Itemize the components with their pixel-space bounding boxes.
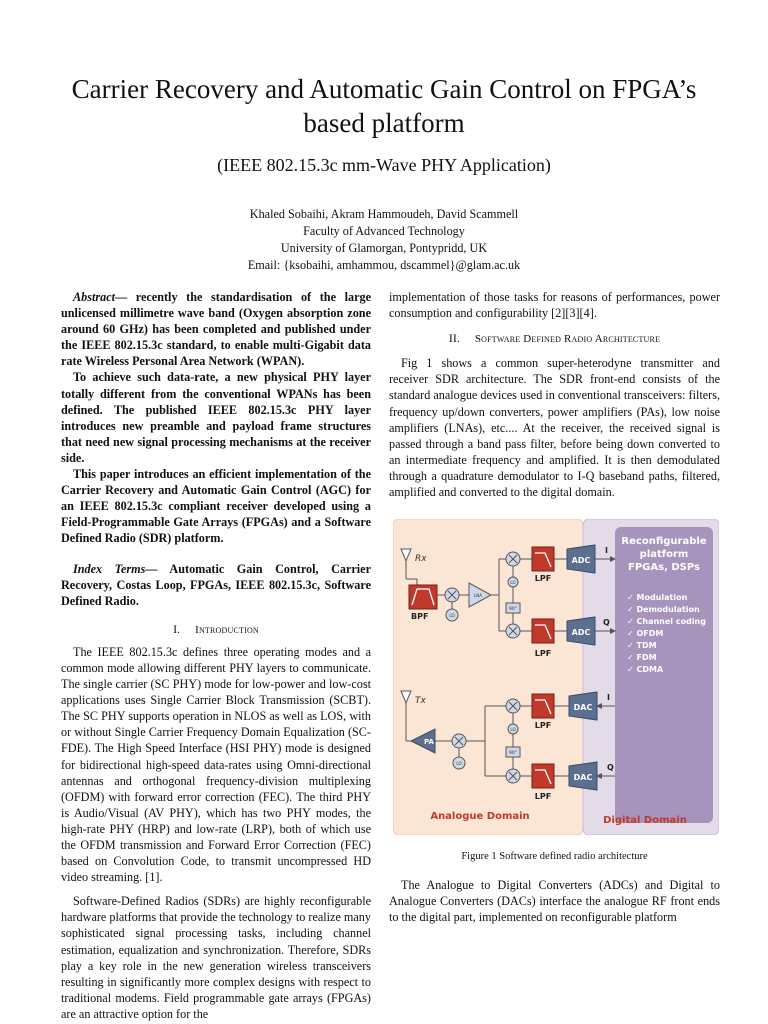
- paper-subtitle: (IEEE 802.15.3c mm-Wave PHY Application): [217, 155, 551, 175]
- author-university: University of Glamorgan, Pontypridd, UK: [280, 241, 488, 255]
- tx-i-dac-label: DAC: [573, 703, 593, 712]
- left-column: [61, 289, 371, 1022]
- section1-heading: [61, 621, 371, 638]
- section2-heading: [389, 330, 720, 347]
- pa-label: PA: [424, 738, 434, 746]
- abstract-text-1: recently the standardisation of the large unlicensed millimetre wave band (Oxygen absorption zone around 60 GHz) has been completed and published under the IEEE 802.15.3c standard, to enable multi-Gigabit data rate Wireless Personal Area Network (WPAN).: [61, 290, 371, 369]
- abstract-text-3: This paper introduces an efficient implementation of the Carrier Recovery and Automatic Gain Control (AGC) for an IEEE 802.15.3c compliant receiver developed using a Field-Programmable Gate Arrays (FPGAs) and a Software Defined Radio (SDR) platform.: [61, 467, 371, 546]
- rx-quad-lo-label: LO: [510, 580, 516, 585]
- right-column-top: [389, 289, 720, 500]
- tx-i-lpf-block: [532, 694, 554, 718]
- section2-number: II.: [448, 331, 460, 346]
- rx-i-lpf-label: LPF: [534, 574, 552, 583]
- rx-q-lpf-block: [532, 619, 554, 643]
- platform-title-2: platform: [639, 549, 689, 560]
- bpf-label: BPF: [411, 612, 429, 621]
- rx-lo-label: LO: [449, 613, 455, 618]
- figure-caption: Figure 1 Software defined radio architecture: [461, 851, 648, 862]
- right-continued-text: implementation of those tasks for reasons of performances, power consumption and configurability [2][3][4].: [389, 290, 720, 321]
- right-bottom-paragraph: The Analogue to Digital Converters (ADCs) and Digital to Analogue Converters (DACs) interface the analogue RF front ends to the digital part, implemented on reconfigurable platform: [389, 878, 720, 925]
- platform-item: ✓ CDMA: [627, 665, 664, 674]
- index-terms-text: Automatic Gain Control, Carrier Recovery, Costas Loop, FPGAs, IEEE 802.15.3c, Software Defined Radio.: [61, 561, 372, 608]
- section1-title: Introduction: [195, 623, 259, 636]
- tx-q-lpf-label: LPF: [534, 792, 552, 801]
- author-faculty: Faculty of Advanced Technology: [303, 224, 465, 238]
- tx-q-label: Q: [607, 763, 614, 772]
- platform-title-3: FPGAs, DSPs: [628, 562, 700, 573]
- rx-label: Rx: [415, 554, 427, 564]
- paper-title: Carrier Recovery and Automatic Gain Control on FPGA’s based platform: [71, 74, 697, 138]
- tx-lo-label: LO: [456, 761, 462, 766]
- platform-item: ✓ Modulation: [627, 593, 688, 602]
- platform-item: ✓ Channel coding: [627, 617, 706, 626]
- sdr-architecture-figure: [393, 519, 719, 835]
- tx-phase-label: 90°: [509, 751, 517, 756]
- rx-q-adc-label: ADC: [571, 628, 591, 637]
- index-terms-label: Index Terms—: [73, 561, 158, 576]
- section1-paragraph-2: Software-Defined Radios (SDRs) are highly reconfigurable hardware platforms that provide the technology to realize many sophisticated signal processing tasks, including channel estimation, equalization and synchronization. Therefore, SDRs play a key role in the new generation wireless transceivers resulting in significantly more complex designs with respect to traditional modems. Field programmable gate arrays (FPGAs) are an attractive option for the: [61, 894, 371, 1021]
- abstract-label: Abstract—: [73, 290, 128, 304]
- digital-domain-label: Digital Domain: [603, 815, 687, 826]
- index-terms: [61, 561, 371, 609]
- lna-label: LNA: [474, 593, 482, 598]
- section2-paragraph-1: Fig 1 shows a common super-heterodyne transmitter and receiver SDR architecture. The SDR front-end consists of the standard analogue devices used in conventional transceivers: filters, frequency up/down converters, power amplifiers (PAs), low noise amplifiers (LNAs), etc.... At the receiver, the received signal is passed through a band pass filter, before being down converted to an intermediate frequency and amplified. It is then demodulated through a quadrature demodulator to I-Q baseband paths, filtered, amplified and converted to the digital domain.: [389, 356, 720, 500]
- section1-number: I.: [173, 621, 181, 636]
- author-email: Email: {ksobaihi, amhammou, dscammel}@glam.ac.uk: [247, 258, 521, 272]
- tx-i-lpf-label: LPF: [534, 721, 552, 730]
- tx-q-dac-label: DAC: [573, 773, 593, 782]
- abstract-text-2: To achieve such data-rate, a new physical PHY layer totally different from the conventional WPANs has been defined. The published IEEE 802.15.3c PHY layer introduces new preamble and payload frame structures that need new signal processing mechanisms at the receiver side.: [61, 370, 371, 465]
- rx-phase-label: 90°: [509, 607, 517, 612]
- platform-item: ✓ FDM: [627, 653, 657, 662]
- tx-q-lpf-block: [532, 764, 554, 788]
- tx-label: Tx: [415, 696, 426, 706]
- author-block: [40, 206, 728, 274]
- platform-item: ✓ Demodulation: [627, 605, 700, 614]
- rx-q-lpf-label: LPF: [534, 649, 552, 658]
- platform-item: ✓ TDM: [627, 641, 657, 650]
- platform-item: ✓ OFDM: [627, 629, 664, 638]
- rx-q-label: Q: [603, 618, 610, 627]
- right-column-bottom: [389, 877, 720, 925]
- rx-i-lpf-block: [532, 547, 554, 571]
- section2-title: Software Defined Radio Architecture: [474, 333, 661, 346]
- tx-i-label: I: [607, 693, 610, 702]
- tx-quad-lo-label: LO: [510, 727, 516, 732]
- section1-paragraph-1: The IEEE 802.15.3c defines three operating modes and a common mode allowing different PHY layers to communicate. The single carrier (SC PHY) mode for low-power and low-cost applications uses Single Carrier Block Transmission (SCBT). The SC PHY supports operation in NLOS as well as LOS, with or without Single Carrier Frequency Domain Equalization (SC-FDE). The High Speed Interface (HSI PHY) mode is designed for bidirectional high-speed data-rates using Omni-directional antennas and orthogonal frequency-division multiplexing (OFDM) with forward error correction (FEC). The third PHY is Audio/Visual (AV PHY), which has two PHY modes, the high-rate PHY (HRP) and low-rate (LRP), both of which use the OFDM transmission and Forward Error Correction (FEC) based on Convolution Code, to transmit uncompressed HD video streaming. [1].: [61, 644, 371, 885]
- abstract-paragraph: [61, 289, 371, 369]
- analogue-domain-label: Analogue Domain: [430, 811, 530, 822]
- platform-title-1: Reconfigurable: [621, 536, 707, 547]
- author-names: Khaled Sobaihi, Akram Hammoudeh, David Scammell: [249, 207, 519, 221]
- rx-i-adc-label: ADC: [571, 556, 591, 565]
- rx-i-label: I: [605, 546, 608, 555]
